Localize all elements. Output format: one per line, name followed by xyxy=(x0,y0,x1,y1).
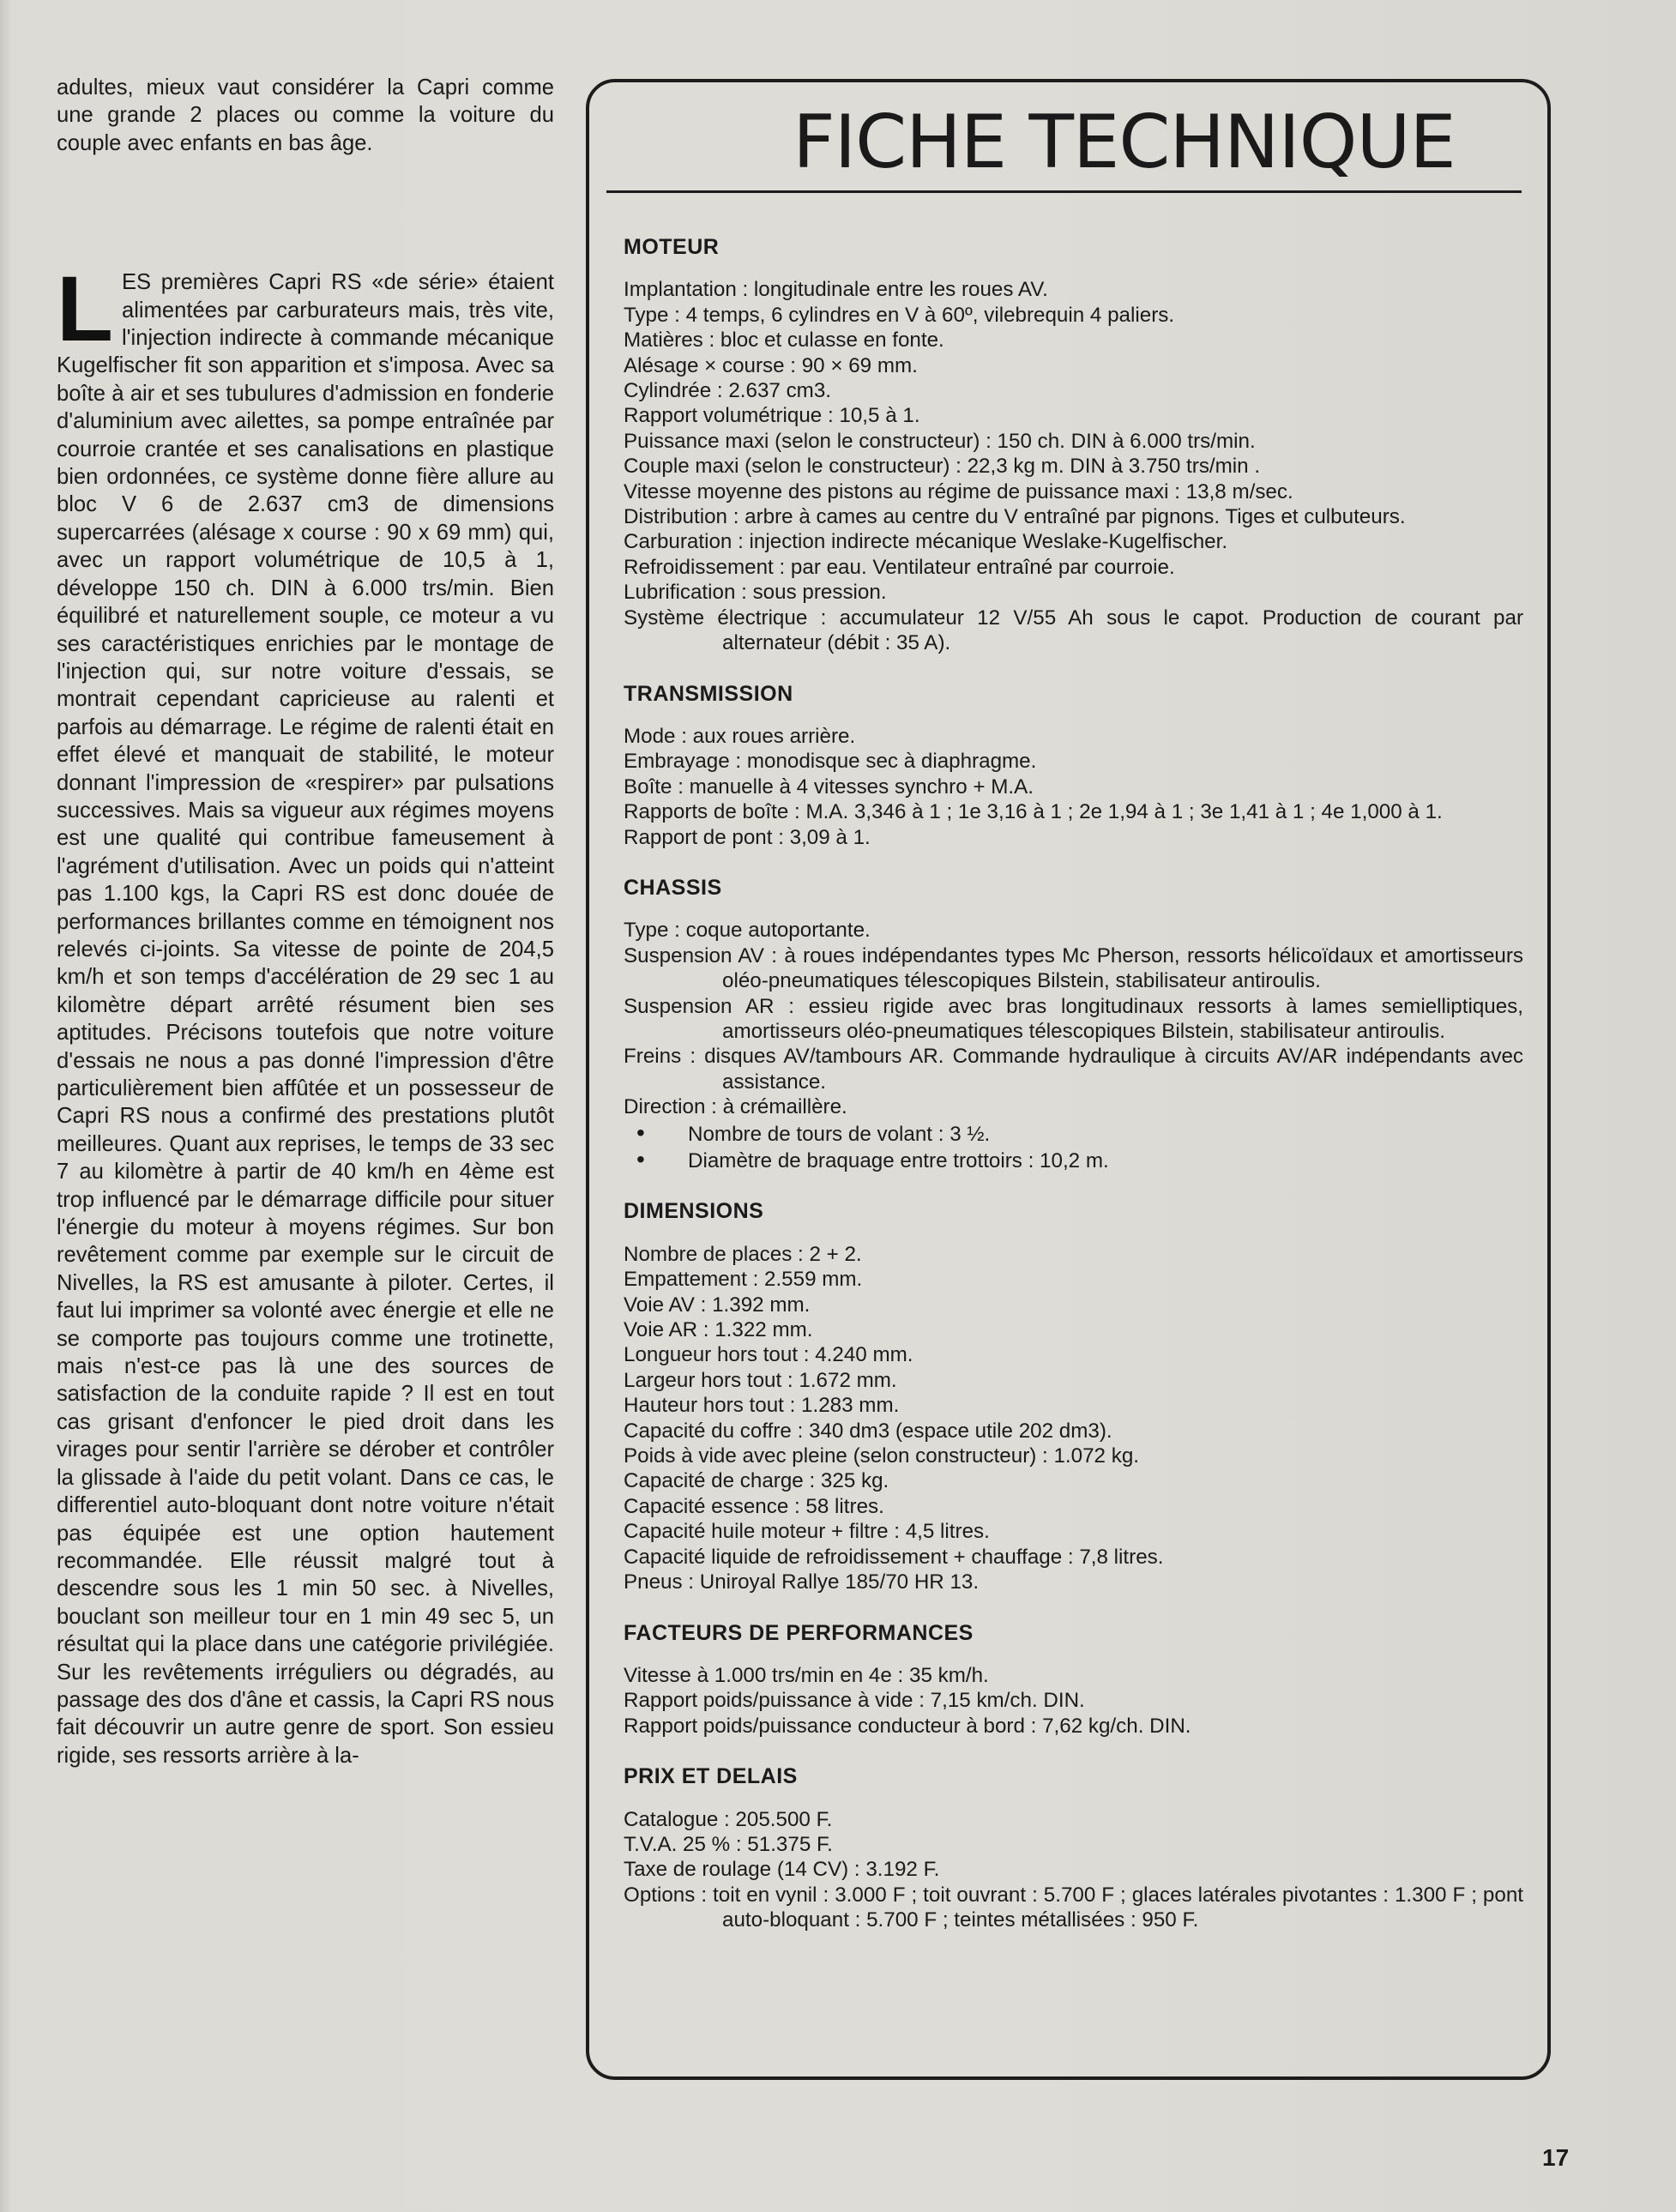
spec-line: Lubrification : sous pression. xyxy=(624,581,887,605)
spec-line: Matières : bloc et culasse en fonte. xyxy=(624,328,944,353)
technical-sheet-box xyxy=(586,79,1551,2080)
spec-line: Poids à vide avec pleine (selon constructeur) : 1.072 kg. xyxy=(624,1444,1139,1468)
page-number: 17 xyxy=(1542,2144,1570,2171)
sheet-section xyxy=(624,682,1523,850)
spec-line: Longueur hors tout : 4.240 mm. xyxy=(624,1343,913,1367)
spec-line: Rapport de pont : 3,09 à 1. xyxy=(624,825,871,849)
article-text: ES premières Capri RS «de série» étaient alimentées par carburateurs mais, très vite, l'injection indirecte à commande mécanique Kugelfischer fit son apparition et s'imposa. Avec sa boîte à air et ses tubulures d'admission en fonderie d'aluminium avec ailettes, sa pompe entraînée par courroie crantée et ses canalisations en plastique bien ordonnées, ce système donne fière allure au bloc V 6 de 2.637 cm3 de dimensions supercarrées (alésage x course : 90 x 69 mm) qui, avec un rapport volumétrique de 10,5 à 1, développe 150 ch. DIN à 6.000 trs/min. Bien équilibré et naturellement souple, ce moteur a vu ses caractéristiques enrichies par le montage de l'injection qui, sur notre voiture d'essais, se montrait cependant capricieuse au ralenti et parfois au démarrage. Le régime de ralenti était en effet élevé et manquait de stabilité, le moteur donnant l'impression de «respirer» par pulsations successives. Mais sa vigueur aux régimes moyens est une qualité qui contribue fameusement à l'agrément d'utilisation. Avec un poids qui n'atteint pas 1.100 kgs, la Capri RS est donc douée de performances brillantes comme en témoignent nos relevés ci-joints. Sa vitesse de pointe de 204,5 km/h et son temps d'accélération de 29 sec 1 au kilomètre départ arrêté résument bien ses aptitudes. Précisons toutefois que notre voiture d'essais ne nous a pas donné l'impression d'être particulièrement bien affûtée et un possesseur de Capri RS nous a confirmé des prestations plutôt meilleures. Quant aux reprises, le temps de 33 sec 7 au kilomètre à partir de 40 km/h en 4ème est trop influencé par le démarrage difficile pour situer l'énergie du moteur à moyens régimes. Sur bon revêtement comme par exemple sur le circuit de Nivelles, la RS est amusante à piloter. Certes, il faut lui imprimer sa volonté avec énergie et elle ne se comporte pas toujours comme une trotinette, mais n'est-ce pas là une des sources de satisfaction de la conduite rapide ? Il est en tout cas grisant d'enfoncer le pied droit dans les virages pour sentir l'arrière se dérober et contrôler la glissade à l'aide du petit volant. Dans ce cas, le differentiel auto-bloquant dont notre voiture n'était pas équipée est une option hautement recommandée. Elle réussit malgré tout à descendre sous les 1 min 50 sec. à Nivelles, bouclant son meilleur tour en 1 min 49 sec 5, un résultat qui la place dans une catégorie privilégiée. Sur les revêtements irréguliers ou dégradés, au passage des dos d'âne et cassis, la Capri RS nous fait découvrir un autre genre de sport. Son essieu rigide, ses ressorts arrière à la- xyxy=(57,270,554,1768)
spec-line: Capacité huile moteur + filtre : 4,5 litres. xyxy=(624,1520,990,1544)
spec-line: Rapports de boîte : M.A. 3,346 à 1 ; 1e 3,16 à 1 ; 2e 1,94 à 1 ; 3e 1,41 à 1 ; 4e 1,000 à 1. xyxy=(624,800,1443,824)
spec-line: Embrayage : monodisque sec à diaphragme. xyxy=(624,750,1037,774)
sheet-section xyxy=(624,1199,1523,1594)
spec-line: Options : toit en vynil : 3.000 F ; toit ouvrant : 5.700 F ; glaces latérales pivotantes : 1.300 F ; pont auto-bloquant : 5.700 F ; teintes métallisées : 950 F. xyxy=(624,1883,1523,1932)
sheet-section xyxy=(624,235,1523,656)
spec-line: Largeur hors tout : 1.672 mm. xyxy=(624,1368,897,1392)
drop-cap: L xyxy=(57,256,113,361)
spec-line: Catalogue : 205.500 F. xyxy=(624,1807,833,1831)
spec-line: Nombre de places : 2 + 2. xyxy=(624,1242,862,1266)
spec-line: Suspension AV : à roues indépendantes types Mc Pherson, ressorts hélicoïdaux et amortisseurs oléo-pneumatiques télescopiques Bilstein, stabilisateur antiroulis. xyxy=(624,943,1523,993)
spec-line: Voie AR : 1.322 mm. xyxy=(624,1318,813,1342)
section-title: DIMENSIONS xyxy=(624,1199,764,1224)
spec-line: Freins : disques AV/tambours AR. Commande hydraulique à circuits AV/AR indépendants avec assistance. xyxy=(624,1045,1523,1094)
spec-line: Boîte : manuelle à 4 vitesses synchro + M.A. xyxy=(624,775,1034,799)
section-title: MOTEUR xyxy=(624,235,720,259)
article-paragraph xyxy=(57,256,554,1769)
spec-line: Voie AV : 1.392 mm. xyxy=(624,1293,811,1317)
intro-paragraph: adultes, mieux vaut considérer la Capri comme une grande 2 places ou comme la voiture du couple avec enfants en bas âge. xyxy=(57,75,554,155)
spec-line: Puissance maxi (selon le constructeur) : 150 ch. DIN à 6.000 trs/min. xyxy=(624,429,1256,453)
sheet-section xyxy=(624,1764,1523,1932)
spec-line: Pneus : Uniroyal Rallye 185/70 HR 13. xyxy=(624,1570,980,1594)
section-title: TRANSMISSION xyxy=(624,681,793,706)
spec-line: Mode : aux roues arrière. xyxy=(624,724,856,748)
spec-line: Capacité essence : 58 litres. xyxy=(624,1494,884,1518)
title-rule xyxy=(606,190,1522,193)
spec-line: Direction : à crémaillère. xyxy=(624,1095,847,1119)
spec-line: Vitesse moyenne des pistons au régime de puissance maxi : 13,8 m/sec. xyxy=(624,479,1293,503)
section-title: CHASSIS xyxy=(624,875,722,900)
spec-line: Hauteur hors tout : 1.283 mm. xyxy=(624,1394,900,1418)
spec-line: Empattement : 2.559 mm. xyxy=(624,1268,863,1292)
spec-line: Distribution : arbre à cames au centre du V entraîné par pignons. Tiges et culbuteurs. xyxy=(624,505,1406,529)
spec-line: Capacité liquide de refroidissement + chauffage : 7,8 litres. xyxy=(624,1545,1164,1569)
spec-line: Implantation : longitudinale entre les roues AV. xyxy=(624,278,1048,302)
spec-line: Type : 4 temps, 6 cylindres en V à 60º, vilebrequin 4 paliers. xyxy=(624,303,1175,327)
spec-line: Taxe de roulage (14 CV) : 3.192 F. xyxy=(624,1858,940,1882)
spec-bullet: • Diamètre de braquage entre trottoirs : 10,2 m. xyxy=(624,1147,1523,1173)
spec-line: Type : coque autoportante. xyxy=(624,919,871,943)
spec-line: Couple maxi (selon le constructeur) : 22,3 kg m. DIN à 3.750 trs/min . xyxy=(624,455,1261,479)
spec-line: Refroidissement : par eau. Ventilateur entraîné par courroie. xyxy=(624,555,1175,579)
sheet-title: FICHE TECHNIQUE xyxy=(793,99,1456,185)
spec-line: Rapport poids/puissance à vide : 7,15 km/ch. DIN. xyxy=(624,1689,1085,1713)
spec-line: Rapport poids/puissance conducteur à bord : 7,62 kg/ch. DIN. xyxy=(624,1714,1191,1738)
spec-line: Alésage × course : 90 × 69 mm. xyxy=(624,353,918,377)
section-title: FACTEURS DE PERFORMANCES xyxy=(624,1620,974,1645)
spec-line: T.V.A. 25 % : 51.375 F. xyxy=(624,1832,833,1856)
sheet-section xyxy=(624,876,1523,1173)
sheet-sections xyxy=(624,235,1523,1959)
spec-line: Carburation : injection indirecte mécanique Weslake-Kugelfischer. xyxy=(624,530,1228,554)
spec-line: Système électrique : accumulateur 12 V/55 Ah sous le capot. Production de courant par alternateur (débit : 35 A). xyxy=(624,606,1523,655)
spec-line: Rapport volumétrique : 10,5 à 1. xyxy=(624,404,920,428)
spec-line: Capacité du coffre : 340 dm3 (espace utile 202 dm3). xyxy=(624,1419,1112,1443)
spec-line: Capacité de charge : 325 kg. xyxy=(624,1469,889,1493)
section-title: PRIX ET DELAIS xyxy=(624,1764,798,1789)
article-column xyxy=(57,74,554,1769)
spec-bullet: • Nombre de tours de volant : 3 ½. xyxy=(624,1120,1523,1147)
spec-line: Cylindrée : 2.637 cm3. xyxy=(624,379,831,403)
spec-line: Suspension AR : essieu rigide avec bras longitudinaux ressorts à lames semielliptiques, amortisseurs oléo-pneumatiques télescopiques Bilstein, stabilisateur antiroulis. xyxy=(624,994,1523,1043)
spec-line: Vitesse à 1.000 trs/min en 4e : 35 km/h. xyxy=(624,1663,989,1687)
sheet-section xyxy=(624,1621,1523,1739)
